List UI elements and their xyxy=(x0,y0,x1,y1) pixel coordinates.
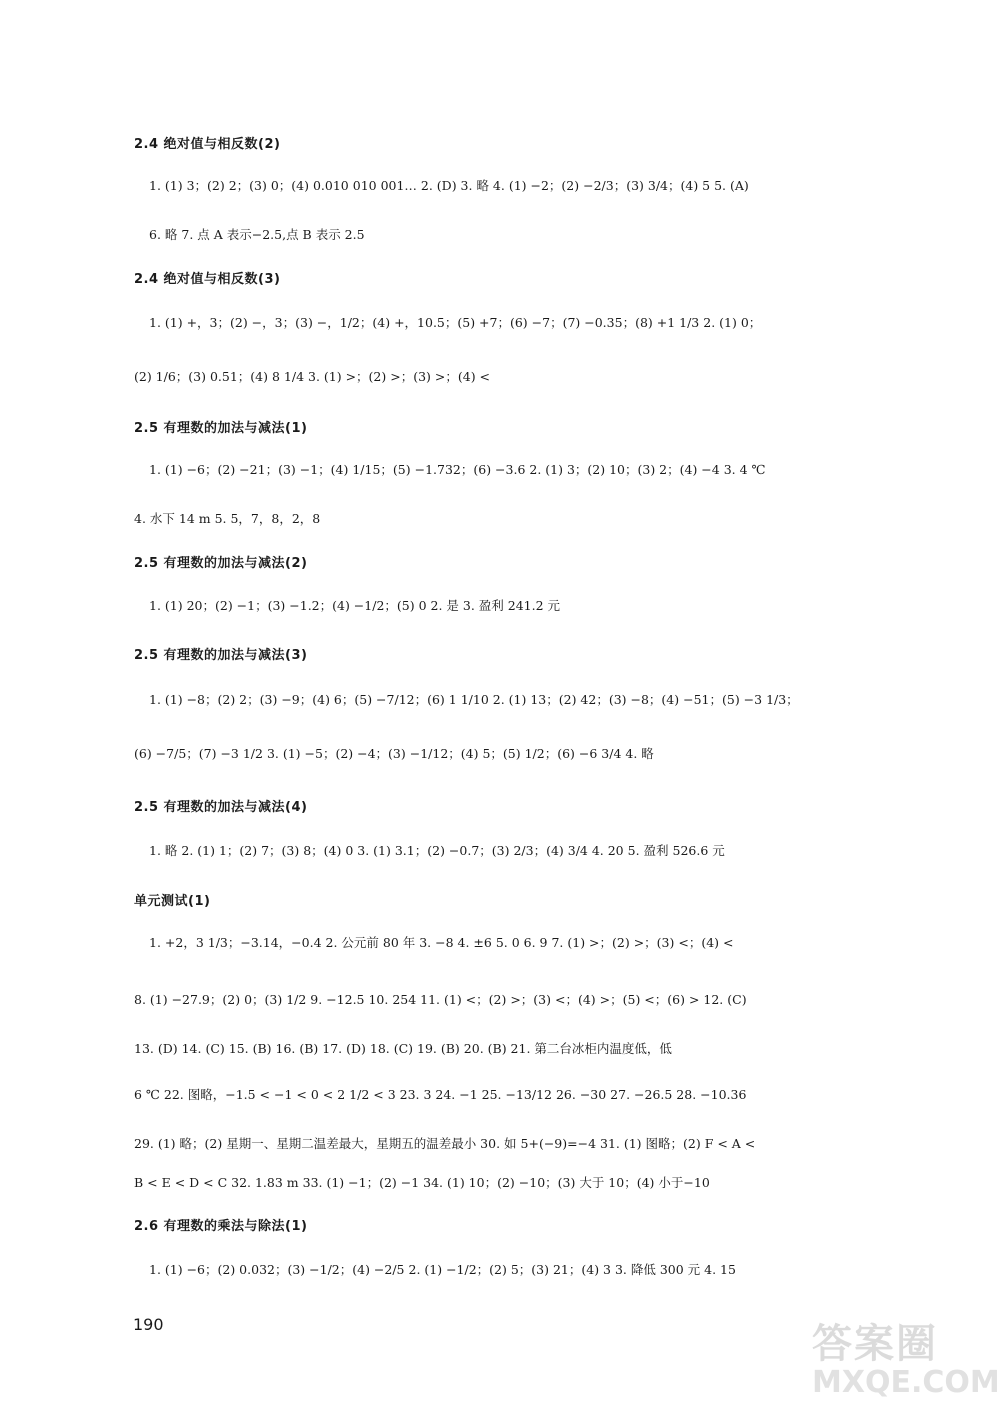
section-heading: 2.5 有理数的加法与减法(2) xyxy=(134,556,308,571)
page-number: 190 xyxy=(133,1315,164,1334)
answer-line: 1. (1) −6；(2) 0.032；(3) −1/2；(4) −2/5 2. (1) −1/2；(2) 5；(3) 21；(4) 3 3. 降低 300 元 4. 15 xyxy=(149,1262,736,1277)
answer-line: 1. +2，3 1/3；−3.14，−0.4 2. 公元前 80 年 3. −8 4. ±6 5. 0 6. 9 7. (1) >；(2) >；(3) <；(4) < xyxy=(149,935,734,950)
answer-line: 6. 略 7. 点 A 表示−2.5,点 B 表示 2.5 xyxy=(149,227,365,242)
answer-line: (6) −7/5；(7) −3 1/2 3. (1) −5；(2) −4；(3) −1/12；(4) 5；(5) 1/2；(6) −6 3/4 4. 略 xyxy=(134,746,654,761)
section-heading: 2.4 绝对值与相反数(3) xyxy=(134,272,281,287)
answer-line: 13. (D) 14. (C) 15. (B) 16. (B) 17. (D) 18. (C) 19. (B) 20. (B) 21. 第二台冰柜内温度低，低 xyxy=(134,1041,672,1056)
answer-line: 6 ℃ 22. 图略，−1.5 < −1 < 0 < 2 1/2 < 3 23. 3 24. −1 25. −13/12 26. −30 27. −26.5 28. −10.36 xyxy=(134,1087,747,1102)
section-heading: 2.5 有理数的加法与减法(1) xyxy=(134,421,308,436)
section-heading: 2.5 有理数的加法与减法(3) xyxy=(134,648,308,663)
answer-line: 4. 水下 14 m 5. 5，7，8，2，8 xyxy=(134,511,321,526)
answer-line: 8. (1) −27.9；(2) 0；(3) 1/2 9. −12.5 10. 254 11. (1) <；(2) >；(3) <；(4) >；(5) <；(6) > 12. (C) xyxy=(134,992,747,1007)
answer-line: 1. (1) 3；(2) 2；(3) 0；(4) 0.010 010 001… 2. (D) 3. 略 4. (1) −2；(2) −2/3；(3) 3/4；(4) 5 5. (A) xyxy=(149,178,749,193)
answer-line: 1. (1) −8；(2) 2；(3) −9；(4) 6；(5) −7/12；(6) 1 1/10 2. (1) 13；(2) 42；(3) −8；(4) −51；(5) −3 1/3； xyxy=(149,692,799,707)
answer-line: 1. 略 2. (1) 1；(2) 7；(3) 8；(4) 0 3. (1) 3.1；(2) −0.7；(3) 2/3；(4) 3/4 4. 20 5. 盈利 526.6 元 xyxy=(149,843,725,858)
watermark-url: MXQE.COM xyxy=(812,1365,1000,1400)
section-heading: 2.5 有理数的加法与减法(4) xyxy=(134,800,308,815)
section-heading: 单元测试(1) xyxy=(134,894,211,909)
answer-line: 29. (1) 略；(2) 星期一、星期二温差最大，星期五的温差最小 30. 如 5+(−9)=−4 31. (1) 图略；(2) F < A < xyxy=(134,1136,756,1151)
section-heading: 2.6 有理数的乘法与除法(1) xyxy=(134,1219,308,1234)
section-heading: 2.4 绝对值与相反数(2) xyxy=(134,137,281,152)
answer-line: 1. (1) 20；(2) −1；(3) −1.2；(4) −1/2；(5) 0 2. 是 3. 盈利 241.2 元 xyxy=(149,598,561,613)
watermark-logo xyxy=(812,1312,1000,1407)
answer-line: (2) 1/6；(3) 0.51；(4) 8 1/4 3. (1) >；(2) >；(3) >；(4) < xyxy=(134,369,491,384)
answer-line: B < E < D < C 32. 1.83 m 33. (1) −1；(2) −1 34. (1) 10；(2) −10；(3) 大于 10；(4) 小于−10 xyxy=(134,1175,710,1190)
answer-line: 1. (1) +，3；(2) −，3；(3) −，1/2；(4) +，10.5；(5) +7；(6) −7；(7) −0.35；(8) +1 1/3 2. (1) 0； xyxy=(149,315,762,330)
watermark-text: 答案圈 xyxy=(812,1321,938,1367)
answer-line: 1. (1) −6；(2) −21；(3) −1；(4) 1/15；(5) −1.732；(6) −3.6 2. (1) 3；(2) 10；(3) 2；(4) −4 3. 4 ℃ xyxy=(149,462,766,477)
